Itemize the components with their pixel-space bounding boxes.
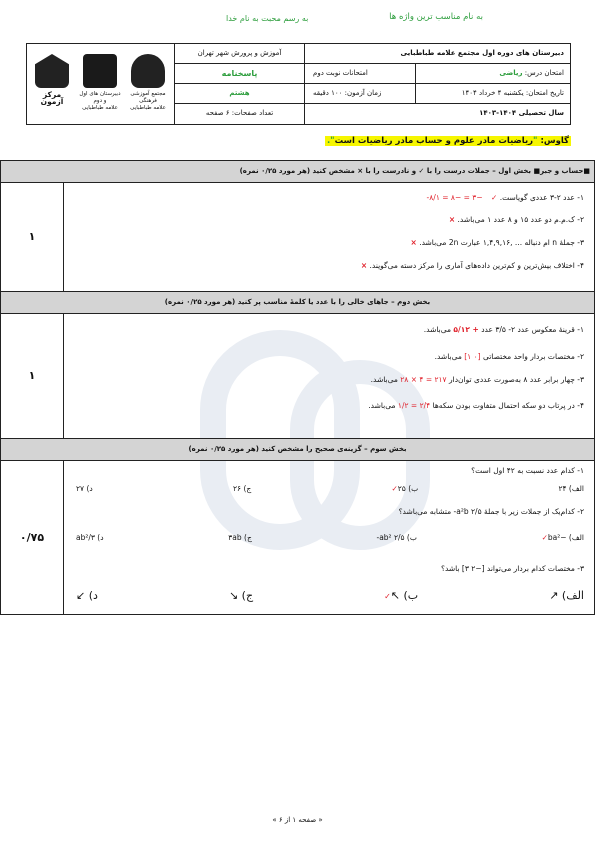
check-mark-icon: ✓	[491, 193, 498, 202]
quote-line	[26, 133, 571, 149]
section1-score: ۱	[1, 183, 64, 291]
s3-question-3: ۳- مختصات کدام بردار می‌تواند [−۲ ۳] باشد؟	[440, 564, 584, 573]
cell-divider	[415, 64, 416, 83]
answer-table	[0, 160, 595, 615]
s1-question-1: ۱- عدد ۲-۳ عددی گویاست. ✓ −۳ = −۸ = ۸/۱-	[426, 193, 584, 202]
allameh-logo-secondary	[79, 50, 121, 120]
date-row	[305, 84, 570, 104]
s2-answer-1: + ۵/۱۲	[453, 325, 479, 334]
header-middle	[175, 44, 305, 124]
logo-caption: علامه طباطبایی	[130, 105, 166, 111]
logo-caption: دبیرستان های اول و دوم	[79, 91, 121, 104]
cross-mark-icon: ×	[360, 261, 368, 270]
quote-author: گاوس:	[540, 136, 569, 146]
subject-value: ریاضی	[499, 69, 523, 77]
logo-caption: مرکز آزمون	[40, 90, 64, 106]
option-c[interactable]: ج) ۳ab	[228, 533, 252, 542]
graduation-cap-icon	[35, 54, 69, 88]
section3-title: بخش سوم – گزینه‌ی صحیح را مشخص کنید (هر مورد ۰/۲۵ نمره)	[1, 439, 594, 461]
page-footer: « صفحه ۱ از ۶ »	[272, 816, 323, 824]
s2-question-2: ۲- مختصات بردار واحد مختصاتی [۰ ۱] می‌باشد.	[434, 352, 584, 361]
banner-left-text: به رسم محبت به نام خدا	[226, 14, 309, 23]
header-right	[305, 44, 570, 124]
s2-question-1: ۱- قرینهٔ معکوس عدد ۲- ۳/۵ عدد + ۵/۱۲ می‌باشد.	[423, 325, 584, 334]
check-mark-icon: ✓	[391, 484, 398, 493]
answer-key-label: پاسخنامه	[175, 64, 304, 84]
check-mark-icon: ✓	[541, 533, 548, 542]
cell-divider	[415, 84, 416, 103]
s3-q3-options	[76, 589, 584, 602]
check-mark-icon: ✓	[384, 592, 391, 601]
subject-row	[305, 64, 570, 84]
s2-answer-4: ۲/۴ = ۱/۲	[397, 401, 431, 410]
subject-label: امتحان درس:	[524, 69, 564, 77]
quote-highlight: گاوس: "ریاضیات مادر علوم و حساب مادر ریاضیات است".	[326, 136, 569, 146]
s1-question-4: ۴- اختلاف بیش‌ترین و کم‌ترین داده‌های آماری را مرکز دسته می‌گویند. ×	[360, 261, 584, 270]
markaz-azmoon-logo	[31, 50, 73, 120]
option-a[interactable]: الف) ۲۴	[558, 484, 584, 493]
logo-caption: مجتمع آموزشی فرهنگی	[130, 91, 166, 104]
s1-question-3: ۳- جملهٔ n ام دنباله ... ,۱,۴,۹,۱۶ عبارت 2n می‌باشد. ×	[410, 238, 584, 247]
s3-question-1: ۱- کدام عدد نسبت به ۴۲ اول است؟	[471, 466, 584, 475]
allameh-logo-primary	[127, 50, 169, 120]
exam-date: تاریخ امتحان: یکشنبه ۴ خرداد ۱۴۰۴	[461, 89, 564, 97]
s2-question-3: ۳- چهار برابر عدد ۸ به‌صورت عددی توان‌دار ۲۱۷ = ۴ × ۲۸ می‌باشد.	[370, 375, 584, 384]
option-b[interactable]: ب) ۲۵✓	[391, 484, 419, 493]
logo-caption: علامه طباطبایی	[82, 105, 118, 111]
s2-answer-2: [۰ ۱]	[464, 352, 481, 361]
s3-q2-options	[76, 533, 584, 542]
section1-title: ■حساب و جبر■ بخش اول – جملات درست را با ✓ و نادرست را با × مشخص کنید (هر مورد ۰/۲۵ نمره)	[1, 161, 594, 183]
option-b[interactable]: ب) ۲/۵ ab²-	[376, 533, 417, 542]
school-name: دبیرستان های دوره اول مجتمع علامه طباطبایی	[305, 44, 570, 64]
grade-value: هشتم	[175, 84, 304, 104]
arrow-up-right-icon[interactable]: الف) ↗	[549, 589, 584, 602]
exam-header	[26, 43, 571, 125]
year-row: سال تحصیلی ۱۴۰۴-۱۴۰۳	[479, 109, 564, 117]
page-count: تعداد صفحات: ۶ صفحه	[205, 109, 274, 117]
section2-score: ۱	[1, 314, 64, 438]
banner-right-text: به نام مناسب ترین واژه ها	[389, 12, 483, 22]
cross-mark-icon: ×	[448, 215, 456, 224]
school-seal-icon	[131, 54, 165, 88]
school-emblem-icon	[83, 54, 117, 88]
exam-term: امتحانات نوبت دوم	[313, 69, 368, 77]
arrow-up-left-icon[interactable]: ب) ↖✓	[384, 589, 419, 602]
s1-question-2: ۲- ک.م.م دو عدد ۱۵ و ۸ عدد ۱ می‌باشد. ×	[448, 215, 584, 224]
s3-q1-options	[76, 484, 584, 493]
s3-question-2: ۲- کدام‌یک از جملات زیر با جملهٔ ۲/۵ a²b- متشابه می‌باشد؟	[398, 507, 584, 516]
option-d[interactable]: د) ab²/۳	[76, 533, 104, 542]
s2-question-4: ۴- در پرتاب دو سکه احتمال متفاوت بودن سکه‌ها ۲/۴ = ۱/۲ می‌باشد.	[368, 401, 584, 410]
education-dept: آموزش و پرورش شهر تهران	[175, 44, 304, 64]
section3-score: ۰/۷۵	[1, 461, 64, 614]
s2-answer-3: ۲۱۷ = ۴ × ۲۸	[400, 375, 447, 384]
quote-text: ریاضیات مادر علوم و حساب مادر ریاضیات است	[334, 136, 534, 146]
option-a[interactable]: الف) −ba²✓	[541, 533, 584, 542]
option-c[interactable]: ج) ۲۶	[233, 484, 252, 493]
option-d[interactable]: د) ۲۷	[76, 484, 93, 493]
s1-answer-1: −۳ = −۸ = ۸/۱-	[426, 193, 483, 202]
cross-mark-icon: ×	[410, 238, 417, 247]
top-banner	[26, 8, 571, 28]
section2-title: بخش دوم – جاهای خالی را با عدد یا کلمهٔ مناسب پر کنید (هر مورد ۰/۲۵ نمره)	[1, 292, 594, 314]
exam-duration: زمان آزمون: ۱۰۰ دقیقه	[313, 89, 382, 97]
logo-area	[27, 44, 175, 124]
arrow-down-left-icon[interactable]: د) ↙	[76, 589, 98, 602]
arrow-down-right-icon[interactable]: ج) ↘	[228, 589, 254, 602]
